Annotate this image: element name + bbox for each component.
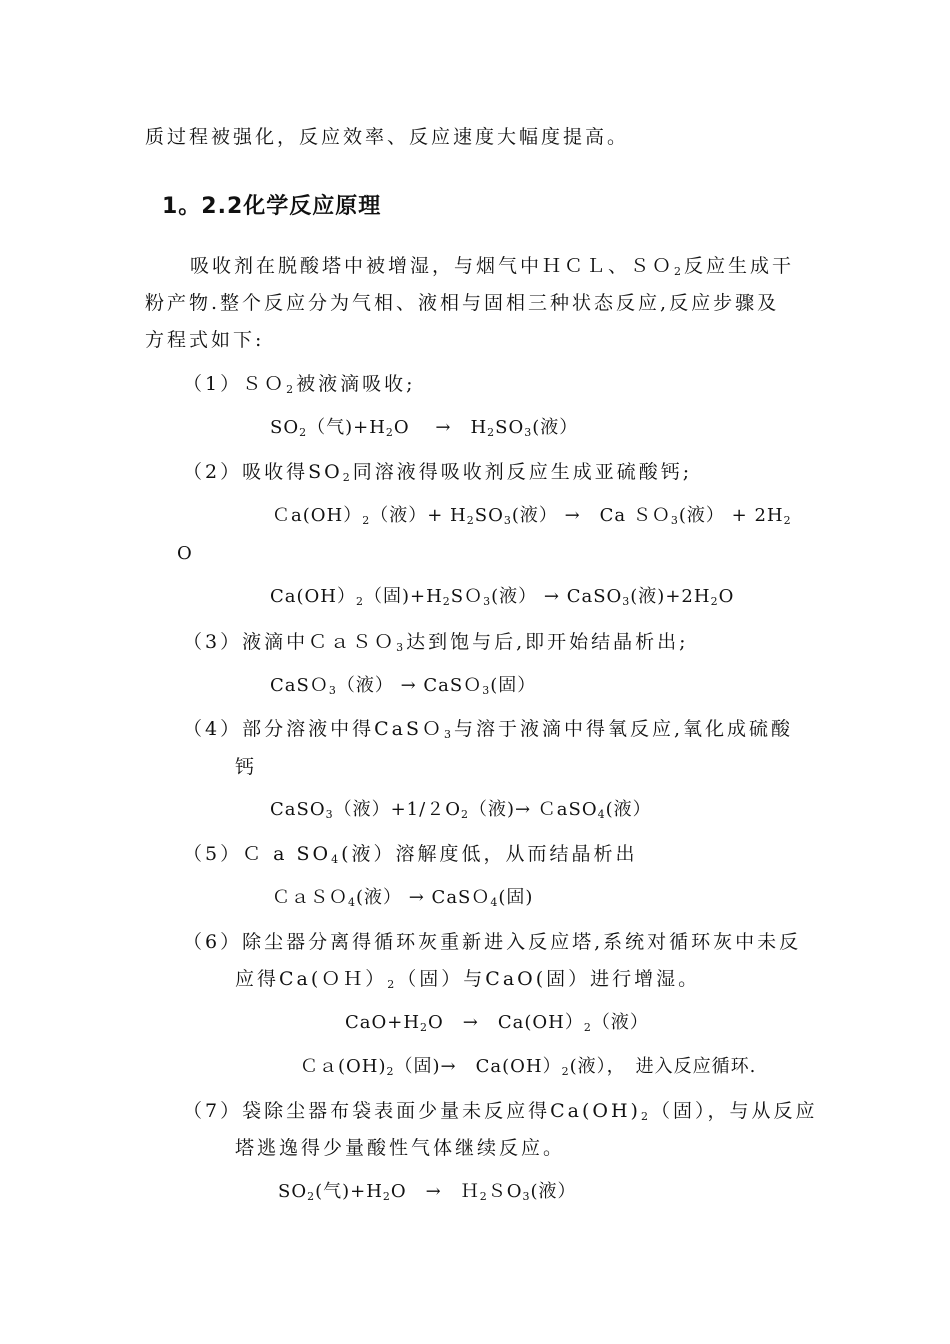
equation-2-wrap: O	[177, 543, 193, 564]
equation-9: $SO_2$(气)$+H_2O$ → Ｈ$_2$ＳO$_3$(液）	[278, 1181, 577, 1203]
step-6-wrap: 应得$Ca(OH)_2$（固）与CaO(固）进行增湿。	[235, 968, 701, 991]
equation-3: $Ca(OH)_2$（固)$+H_2SO_3$(液） → CaSO$_3$(液)$+2H_2O$	[270, 586, 735, 608]
intro-line-1: 吸收剂在脱酸塔中被增湿，与烟气中ＨＣＬ、ＳＯ$_2$反应生成干	[190, 255, 795, 278]
section-heading: 1。2.2化学反应原理	[162, 194, 382, 219]
step-5: （5）Ｃ a $SO_4$(液）溶解度低，从而结晶析出	[183, 843, 638, 866]
paragraph-continuation: 质过程被强化，反应效率、反应速度大幅度提高。	[145, 126, 630, 148]
equation-1: $SO_2$（气)$+H_2O$ → $H_2SO_3$(液）	[270, 417, 579, 439]
step-1: （1）ＳＯ$_2$被液滴吸收;	[183, 373, 416, 396]
intro-line-3: 方程式如下:	[145, 329, 265, 351]
step-7-wrap: 塔逃逸得少量酸性气体继续反应。	[235, 1137, 566, 1159]
step-6: （6）除尘器分离得循环灰重新进入反应塔,系统对循环灰中未反	[183, 931, 802, 953]
step-7: （7）袋除尘器布袋表面少量未反应得$Ca(OH)_2$（固），与从反应	[183, 1100, 818, 1123]
step-2: （2）吸收得$SO_2$同溶液得吸收剂反应生成亚硫酸钙;	[183, 461, 693, 484]
equation-5: CaSO$_3$（液）$+1/2O_2$（液)→ ＣaSO$_4$(液）	[270, 799, 652, 821]
equation-8: $Ca(OH)_2$（固)→ $Ca(OH)_2$(液）， 进入反应循环.	[300, 1056, 757, 1078]
equation-4: CaSＯ$_3$（液） → CaSＯ$_3$(固）	[270, 675, 537, 697]
step-4: （4）部分溶液中得CaSＯ$_3$与溶于液滴中得氧反应,氧化成硫酸	[183, 718, 794, 741]
intro-line-2: 粉产物.整个反应分为气相、液相与固相三种状态反应,反应步骤及	[145, 292, 780, 314]
equation-2: $Ca(OH)_2$（液）+ $H_2SO_3$(液） → Ca ＳＯ$_3$(液） + $2H_2$	[272, 505, 792, 527]
equation-6: ＣａＳＯ$_4$(液） → CaSＯ$_4$(固)	[272, 887, 534, 909]
step-4-wrap: 钙	[235, 756, 258, 778]
equation-7: $CaO+H_2O$ → $Ca(OH)_2$（液）	[345, 1012, 649, 1034]
step-3: （3）液滴中ＣａＳＯ$_3$达到饱与后,即开始结晶析出;	[183, 631, 689, 654]
